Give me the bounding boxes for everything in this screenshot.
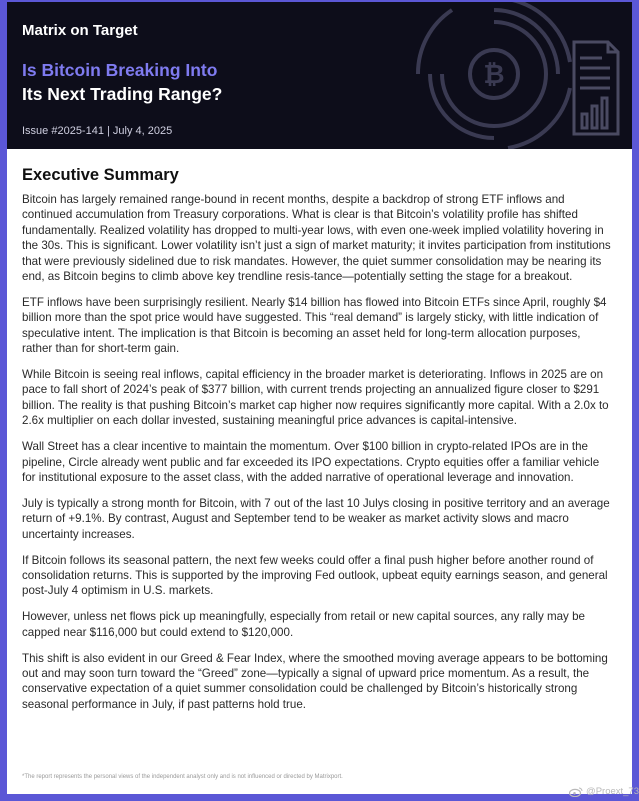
paragraph-8: This shift is also evident in our Greed & Fear Index, where the smoothed moving average appears to be bottoming out and may soon turn toward the “Greed” zone—typically a signal of upward price momentum. As a result, the conservative expectation of a quiet summer consolidation could be challenged by Bitcoin’s historically strong seasonal performance in July, if past patterns hold true. <box>22 651 608 711</box>
report-chart-icon <box>574 42 618 134</box>
paragraph-6: If Bitcoin follows its seasonal pattern, the next few weeks could offer a final push higher before another round of consolidation returns. This is supported by the improving Fed outlook, upbeat equity earnings season, and general post-July 4 optimism in U.S. markets. <box>22 553 608 598</box>
paragraph-3: While Bitcoin is seeing real inflows, capital efficiency in the broader market is deteriorating. Inflows in 2025 are on pace to fall short of 2024’s peak of $377 billion, with current trends projecting an annualized figure closer to $291 billion. The reality is that pushing Bitcoin’s market cap higher now requires significantly more capital. With a 2.0x to 2.6x multiplier on each dollar invested, sustaining meaningful price advances is capital-intensive. <box>22 368 609 428</box>
report-header <box>7 2 632 149</box>
report-title-line2: Its Next Trading Range? <box>22 84 223 104</box>
issue-date: Issue #2025-141 | July 4, 2025 <box>22 125 173 137</box>
report-page <box>7 2 632 794</box>
report-title-line1: Is Bitcoin Breaking Into <box>22 60 218 80</box>
watermark-text: @Proext_73 <box>586 786 639 797</box>
report-content <box>7 149 632 712</box>
svg-text:₿: ₿ <box>483 59 505 89</box>
section-title: Executive Summary <box>22 166 179 184</box>
disclaimer: *The report represents the personal views of the independent analyst only and is not influenced or directed by Matrixport. <box>22 774 343 780</box>
paragraph-1: Bitcoin has largely remained range-bound in recent months, despite a backdrop of strong ETF inflows and continued accumulation from Treasury corporations. What is clear is that Bitcoin’s volatility profile has shifted fundamentally. Realized volatility has dropped to multi-year lows, with even one-week implied volatility hovering in the 30s. This is significant. Lower volatility isn’t just a sign of market maturity; it invites participation from institutions that were previously sidelined due to risk mandates. However, the quiet summer consolidation may be nearing its end, as Bitcoin begins to climb above key trendline resis-tance—potentially setting the stage for a breakout. <box>22 193 611 284</box>
weibo-icon <box>569 787 583 797</box>
paragraph-2: ETF inflows have been surprisingly resilient. Nearly $14 billion has flowed into Bitcoin ETFs since April, roughly $4 billion more than the spot price would have suggested. This “real demand” is largely sticky, with little indication of speculative intent. The implication is that Bitcoin is becoming an asset held for long-term allocation purposes, rather than for short-term gain. <box>22 295 607 356</box>
watermark <box>569 786 639 797</box>
brand-name: Matrix on Target <box>22 22 138 39</box>
header-decoration <box>412 2 632 149</box>
paragraph-7: However, unless net flows pick up meaningfully, especially from retail or new capital sources, any rally may be capped near $116,000 but could extend to $120,000. <box>22 610 585 639</box>
paragraph-5: July is typically a strong month for Bitcoin, with 7 out of the last 10 Julys closing in positive territory and an average return of +9.1%. By contrast, August and September tend to be weaker as market activity slows and macro uncertainty increases. <box>22 496 610 541</box>
paragraph-4: Wall Street has a clear incentive to maintain the momentum. Over $100 billion in crypto-related IPOs are in the pipeline, Circle already went public and far exceeded its IPO expectations. Crypto equities offer a familiar vehicle for institutional exposure to the asset class, with the added narrative of operational leverage and innovation. <box>22 440 600 484</box>
